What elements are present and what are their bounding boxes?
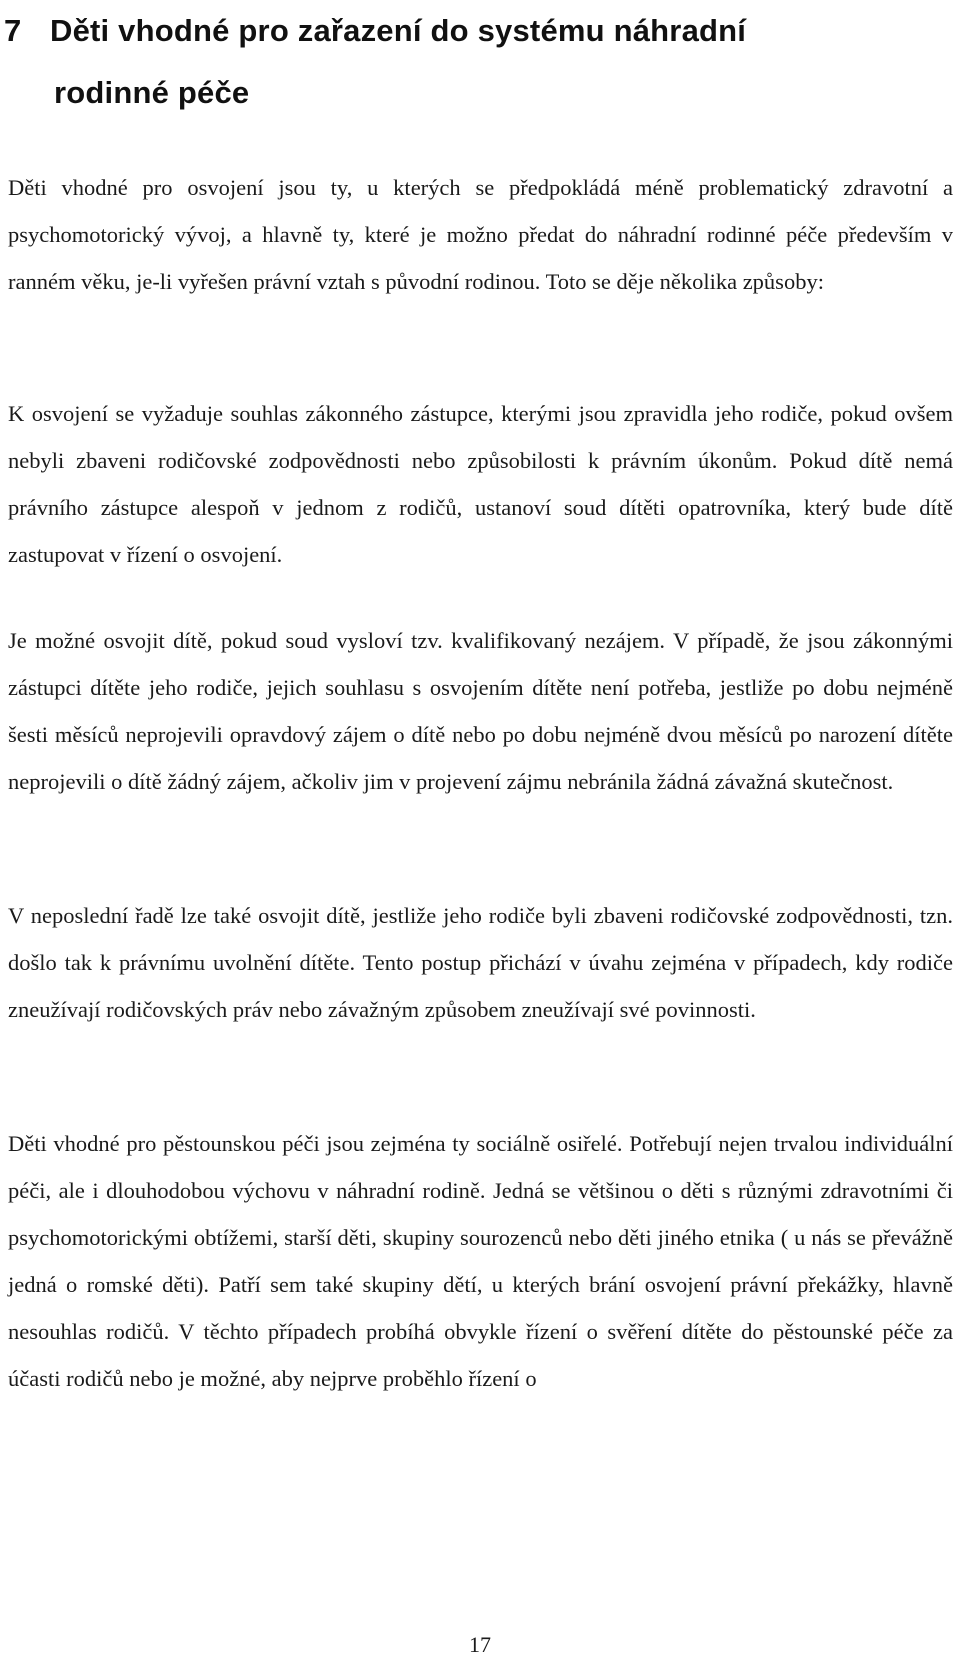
- chapter-heading: [4, 0, 944, 124]
- paragraph-1: Děti vhodné pro osvojení jsou ty, u kterých se předpokládá méně problematický zdravotní a psychomotorický vývoj, a hlavně ty, které je možno předat do náhradní rodinné péče především v ranném věku, je-li vyřešen právní vztah s původní rodinou. Toto se děje několika způsoby:: [8, 175, 953, 294]
- paragraph-4: V neposlední řadě lze také osvojit dítě, jestliže jeho rodiče byli zbaveni rodičovské zodpovědnosti, tzn. došlo tak k právnímu uvolnění dítěte. Tento postup přichází v úvahu zejména v případech, kdy rodiče zneužívají rodičovských práv nebo závažným způsobem zneužívají své povinnosti.: [8, 903, 953, 1022]
- paragraph-3: Je možné osvojit dítě, pokud soud vysloví tzv. kvalifikovaný nezájem. V případě, že jsou zákonnými zástupci dítěte jeho rodiče, jejich souhlasu s osvojením dítěte není potřeba, jestliže po dobu nejméně šesti měsíců neprojevili opravdový zájem o dítě nebo po dobu nejméně dvou měsíců po narození dítěte neprojevili o dítě žádný zájem, ačkoliv jim v projevení zájmu nebránila žádná závažná skutečnost.: [8, 628, 953, 794]
- paragraph-2: K osvojení se vyžaduje souhlas zákonného zástupce, kterými jsou zpravidla jeho rodiče, pokud ovšem nebyli zbaveni rodičovské zodpovědnosti nebo způsobilosti k právním úkonům. Pokud dítě nemá právního zástupce alespoň v jednom z rodičů, ustanoví soud dítěti opatrovníka, který bude dítě zastupovat v řízení o osvojení.: [8, 401, 953, 567]
- page-number: 17: [469, 1632, 491, 1657]
- chapter-title-line2: rodinné péče: [54, 75, 250, 110]
- chapter-title-line1: Děti vhodné pro zařazení do systému náhradní: [50, 13, 747, 48]
- chapter-number: 7: [4, 13, 22, 48]
- paragraph-5: Děti vhodné pro pěstounskou péči jsou zejména ty sociálně osiřelé. Potřebují nejen trvalou individuální péči, ale i dlouhodobou výchovu v náhradní rodině. Jedná se většinou o děti s různými zdravotními či psychomotorickými obtížemi, starší děti, skupiny sourozenců nebo děti jiného etnika ( u nás se převážně jedná o romské děti). Patří sem také skupiny dětí, u kterých brání osvojení právní překážky, hlavně nesouhlas rodičů. V těchto případech probíhá obvykle řízení o svěření dítěte do pěstounské péče za účasti rodičů nebo je možné, aby nejprve proběhlo řízení o: [8, 1131, 953, 1391]
